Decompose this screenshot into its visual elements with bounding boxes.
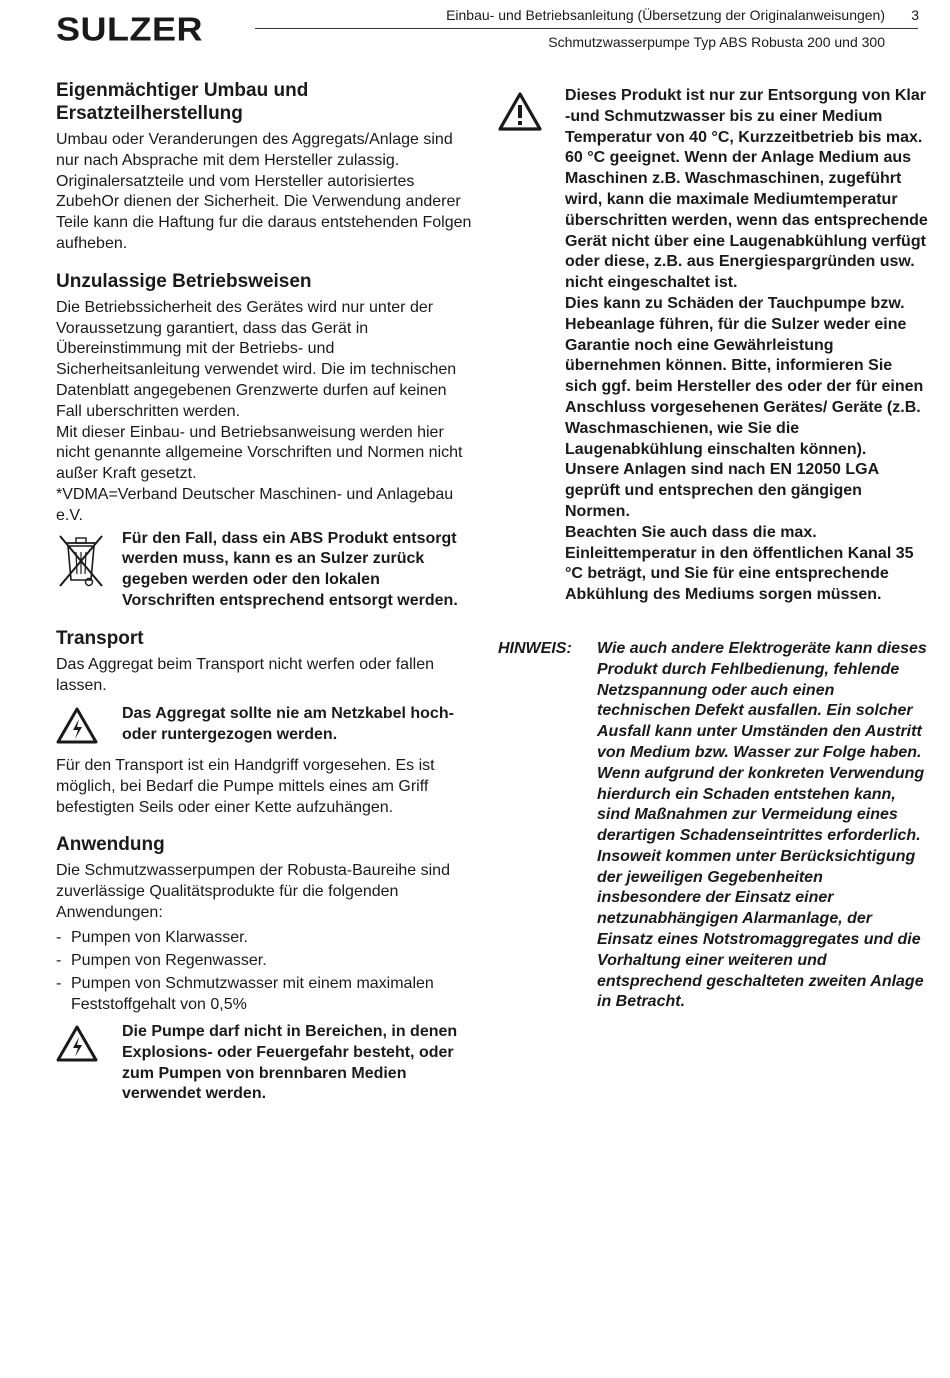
- section-body: Umbau oder Veranderungen des Aggregats/Anlage sind nur nach Absprache mit dem Hersteller zulassig. Originalersatzteile und vom Hersteller autorisiertes ZubehOr dienen der Sicherheit. Die Verwendung anderer Teile kann die Haftung fur die daraus entstehenden Folgen aufheben.: [56, 131, 472, 252]
- list-item: - Pumpen von Regenwasser.: [56, 951, 476, 972]
- exclamation-warning-icon: [498, 86, 565, 137]
- section-heading: Eigenmächtiger Umbau und Ersatzteilherstellung: [56, 80, 309, 124]
- section-body: Die Schmutzwasserpumpen der Robusta-Baureihe sind zuverlässige Qualitätsprodukte für die folgenden Anwendungen:: [56, 862, 450, 921]
- explosion-warning-text: Die Pumpe darf nicht in Bereichen, in denen Explosions- oder Feuergefahr besteht, oder zum Pumpen von brennbaren Medien verwendet werden.: [122, 1023, 458, 1103]
- section-application: [56, 833, 476, 1105]
- section-operation: [56, 270, 476, 612]
- vdma-footnote: *VDMA=Verband Deutscher Maschinen- und Anlagebau e.V.: [56, 485, 454, 524]
- disposal-notice: [56, 529, 476, 612]
- document-title: Einbau- und Betriebsanleitung (Übersetzung der Originalanweisungen): [446, 7, 885, 23]
- document-subtitle: Schmutzwasserpumpe Typ ABS Robusta 200 und 300: [548, 34, 885, 50]
- left-column: [56, 79, 476, 1120]
- note-text: Wie auch andere Elektrogeräte kann dieses Produkt durch Fehlbedienung, fehlende Netzspannung oder auch einen technischen Defekt ausfallen. Ein solcher Ausfall kann unter Umständen den Austritt von Medium bzw. Wasser zur Folge haben. Wenn aufgrund der konkreten Verwendung hierdurch ein Schaden entstehen kann, sind Maßnahmen zur Vermeidung eines derartigen Schadenseintrittes erforderlich. Insoweit kommen unter Berücksichtigung der jeweiligen Gegebenheiten insbesondere der Einsatz einer netzunabhängigen Alarmanlage, der Einsatz eines Notstromaggregates und die Vorhaltung einer weiteren und entsprechend geschalteten zweiten Anlage in Betracht.: [597, 639, 927, 1011]
- weee-crossed-bin-icon: [56, 529, 122, 588]
- section-heading: Unzulassige Betriebsweisen: [56, 270, 312, 292]
- warning-paragraph: Dieses Produkt ist nur zur Entsorgung von Klar -und Schmutzwasser bis zu einer Medium Temperatur von 40 °C, Kurzzeitbetrieb bis max. 60 °C geeignet. Wenn der Anlage Medium aus Maschinen z.B. Waschmaschinen, zugeführt wird, kann die maximale Mediumtemperatur überschritten werden, wenn das entsprechende Gerät nicht über eine Laugenabkühlung verfügt oder diese, z.B. aus Energiespargründen usw. nicht eingeschaltet ist.: [565, 87, 928, 292]
- temperature-warning-text: [565, 86, 928, 606]
- sulzer-logo: SULZER: [56, 10, 203, 48]
- transport-warning-text: Das Aggregat sollte nie am Netzkabel hoch- oder runtergezogen werden.: [122, 705, 454, 744]
- electrical-hazard-icon: [56, 704, 122, 745]
- section-body: Die Betriebssicherheit des Gerätes wird nur unter der Voraussetzung garantiert, dass das Gerät in Übereinstimmung mit der Betriebs- und Sicherheitsanleitung verwendet wird. Die im technischen Datenblatt angegebenen Grenzwerte durfen auf keinen Fall uberschritten werden.: [56, 298, 457, 420]
- list-item: - Pumpen von Klarwasser.: [56, 928, 476, 949]
- application-list: [56, 928, 476, 1016]
- list-item: - Pumpen von Schmutzwasser mit einem maximalen Feststoffgehalt von 0,5%: [56, 974, 476, 1016]
- explosion-warning: [56, 1022, 476, 1105]
- disposal-text: Für den Fall, dass ein ABS Produkt entsorgt werden muss, kann es an Sulzer zurück gegeben werden oder den lokalen Vorschriften entsprechend entsorgt werden.: [122, 529, 458, 609]
- section-transport: [56, 627, 476, 819]
- header-rule: [255, 28, 918, 29]
- section-body: Das Aggregat beim Transport nicht werfen oder fallen lassen.: [56, 655, 434, 694]
- warning-paragraph: Unsere Anlagen sind nach EN 12050 LGA geprüft und entsprechen den gängigen Normen.: [565, 461, 879, 520]
- section-heading: Transport: [56, 627, 144, 649]
- transport-warning: [56, 704, 476, 746]
- section-body: Mit dieser Einbau- und Betriebsanweisung werden hier nicht genannte allgemeine Vorschriften und Normen nicht außer Kraft gesetzt.: [56, 423, 463, 483]
- section-body: Für den Transport ist ein Handgriff vorgesehen. Es ist möglich, bei Bedarf die Pumpe mittels eines am Griff befestigten Seils oder einer Kette aufzuhängen.: [56, 756, 435, 816]
- page-number: 3: [911, 7, 919, 23]
- hinweis-note: [498, 639, 928, 1013]
- right-column: [498, 86, 928, 1013]
- warning-paragraph: Dies kann zu Schäden der Tauchpumpe bzw. Hebeanlage führen, für die Sulzer weder eine Garantie noch eine Gewährleistung übernehmen können. Bitte, informieren Sie sich ggf. beim Hersteller des oder der für einen Anschluss vorgesehenen Gerätes/ Geräte (z.B. Waschmaschienen, wie Sie die Laugenabkühlung einschalten können).: [565, 294, 924, 458]
- warning-paragraph: Beachten Sie auch dass die max. Einleittemperatur in den öffentlichen Kanal 35 °C beträgt, und Sie für eine entsprechende Abkühlung des Mediums sorgen müssen.: [565, 523, 914, 604]
- section-modification: [56, 79, 476, 255]
- note-label: HINWEIS:: [498, 639, 572, 657]
- section-heading: Anwendung: [56, 834, 165, 856]
- electrical-hazard-icon: [56, 1022, 122, 1063]
- temperature-warning: [498, 86, 928, 606]
